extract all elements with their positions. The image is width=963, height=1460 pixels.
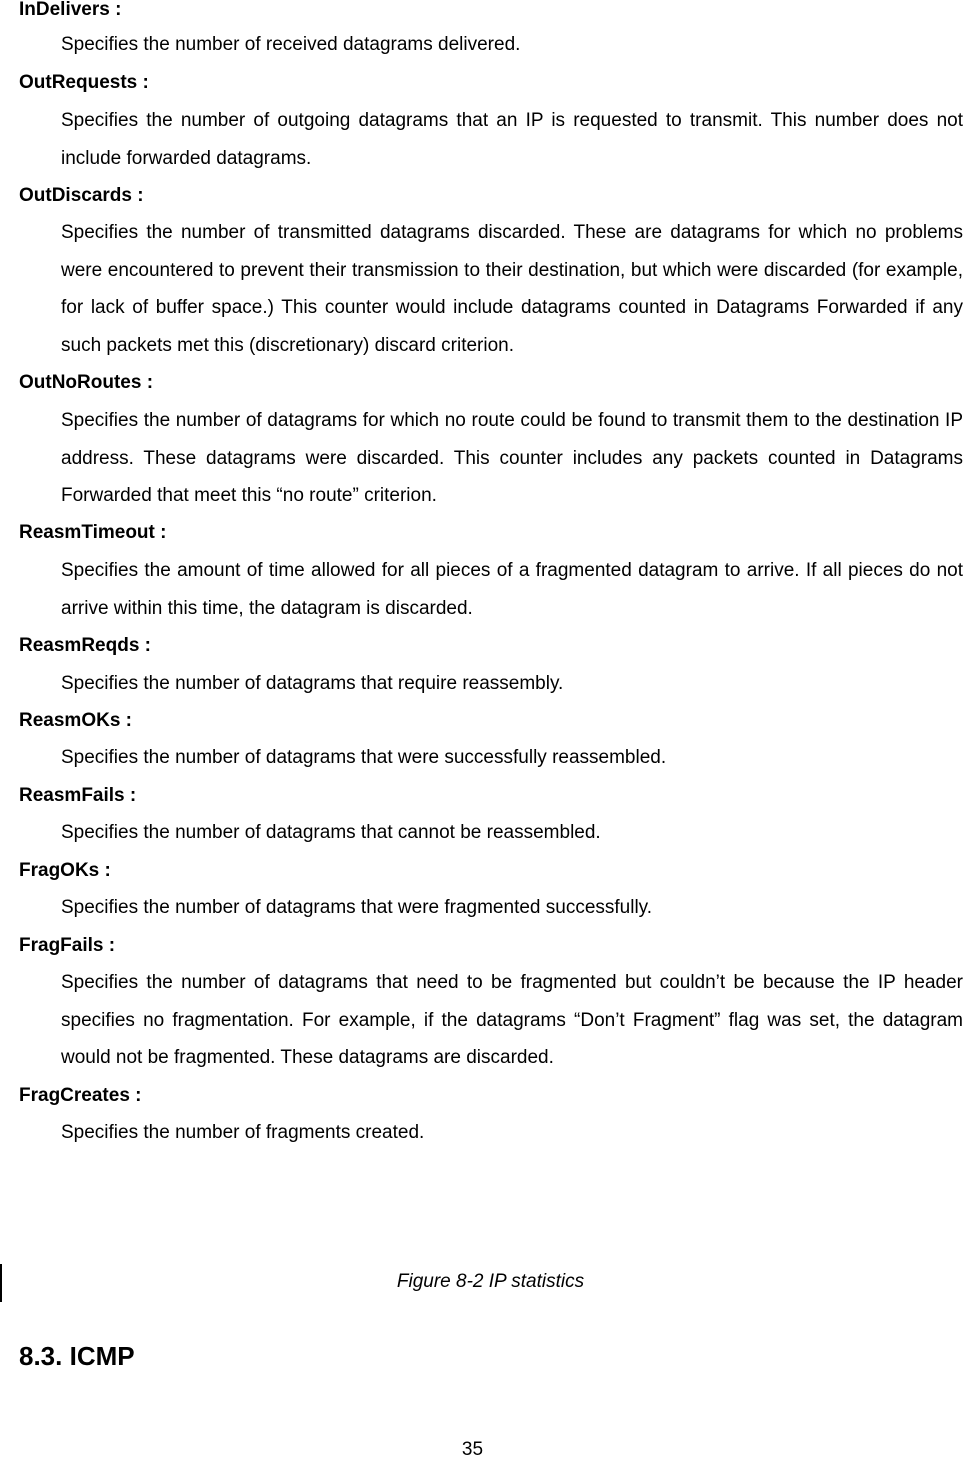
term-outnoroutes: OutNoRoutes : <box>19 372 154 393</box>
page-number: 35 <box>461 1439 484 1460</box>
definition-reasmfails: Specifies the number of datagrams that cannot be reassembled. <box>61 822 601 843</box>
definition-outdiscards: Specifies the number of transmitted datagrams discarded. These are datagrams for which no problems were encountered to prevent their transmission to their destination, but which were discarded (for example, for lack of buffer space.) This counter would include datagrams counted in Datagrams Forwarded if any such packets met this (discretionary) discard criterion. <box>61 222 963 356</box>
definition-outrequests: Specifies the number of outgoing datagrams that an IP is requested to transmit. This number does not include forwarded datagrams. <box>61 110 963 169</box>
definition-reasmtimeout: Specifies the amount of time allowed for all pieces of a fragmented datagram to arrive. If all pieces do not arrive within this time, the datagram is discarded. <box>61 560 963 619</box>
term-reasmtimeout: ReasmTimeout : <box>19 522 167 543</box>
term-outdiscards: OutDiscards : <box>19 185 144 206</box>
section-heading: 8.3. ICMP <box>19 1341 135 1371</box>
term-fragoks: FragOKs : <box>19 860 111 881</box>
definition-reasmreqds: Specifies the number of datagrams that require reassembly. <box>61 673 564 694</box>
definition-indelivers: Specifies the number of received datagrams delivered. <box>61 34 521 55</box>
term-reasmfails: ReasmFails : <box>19 785 137 806</box>
term-indelivers: InDelivers : <box>19 0 122 20</box>
definition-fragfails: Specifies the number of datagrams that need to be fragmented but couldn’t be because the IP header specifies no fragmentation. For example, if the datagrams “Don’t Fragment” flag was set, the datagram would not be fragmented. These datagrams are discarded. <box>61 972 963 1068</box>
term-fragfails: FragFails : <box>19 935 116 956</box>
definition-outnoroutes: Specifies the number of datagrams for which no route could be found to transmit them to the destination IP address. These datagrams were discarded. This counter includes any packets counted in Datagrams Forwarded that meet this “no route” criterion. <box>61 410 963 506</box>
term-reasmreqds: ReasmReqds : <box>19 635 151 656</box>
term-fragcreates: FragCreates : <box>19 1085 142 1106</box>
figure-caption: Figure 8-2 IP statistics <box>396 1271 585 1292</box>
term-reasmoks: ReasmOKs : <box>19 710 132 731</box>
term-outrequests: OutRequests : <box>19 72 149 93</box>
definition-fragoks: Specifies the number of datagrams that were fragmented successfully. <box>61 897 653 918</box>
definition-reasmoks: Specifies the number of datagrams that were successfully reassembled. <box>61 747 667 768</box>
definition-fragcreates: Specifies the number of fragments created. <box>61 1122 425 1143</box>
